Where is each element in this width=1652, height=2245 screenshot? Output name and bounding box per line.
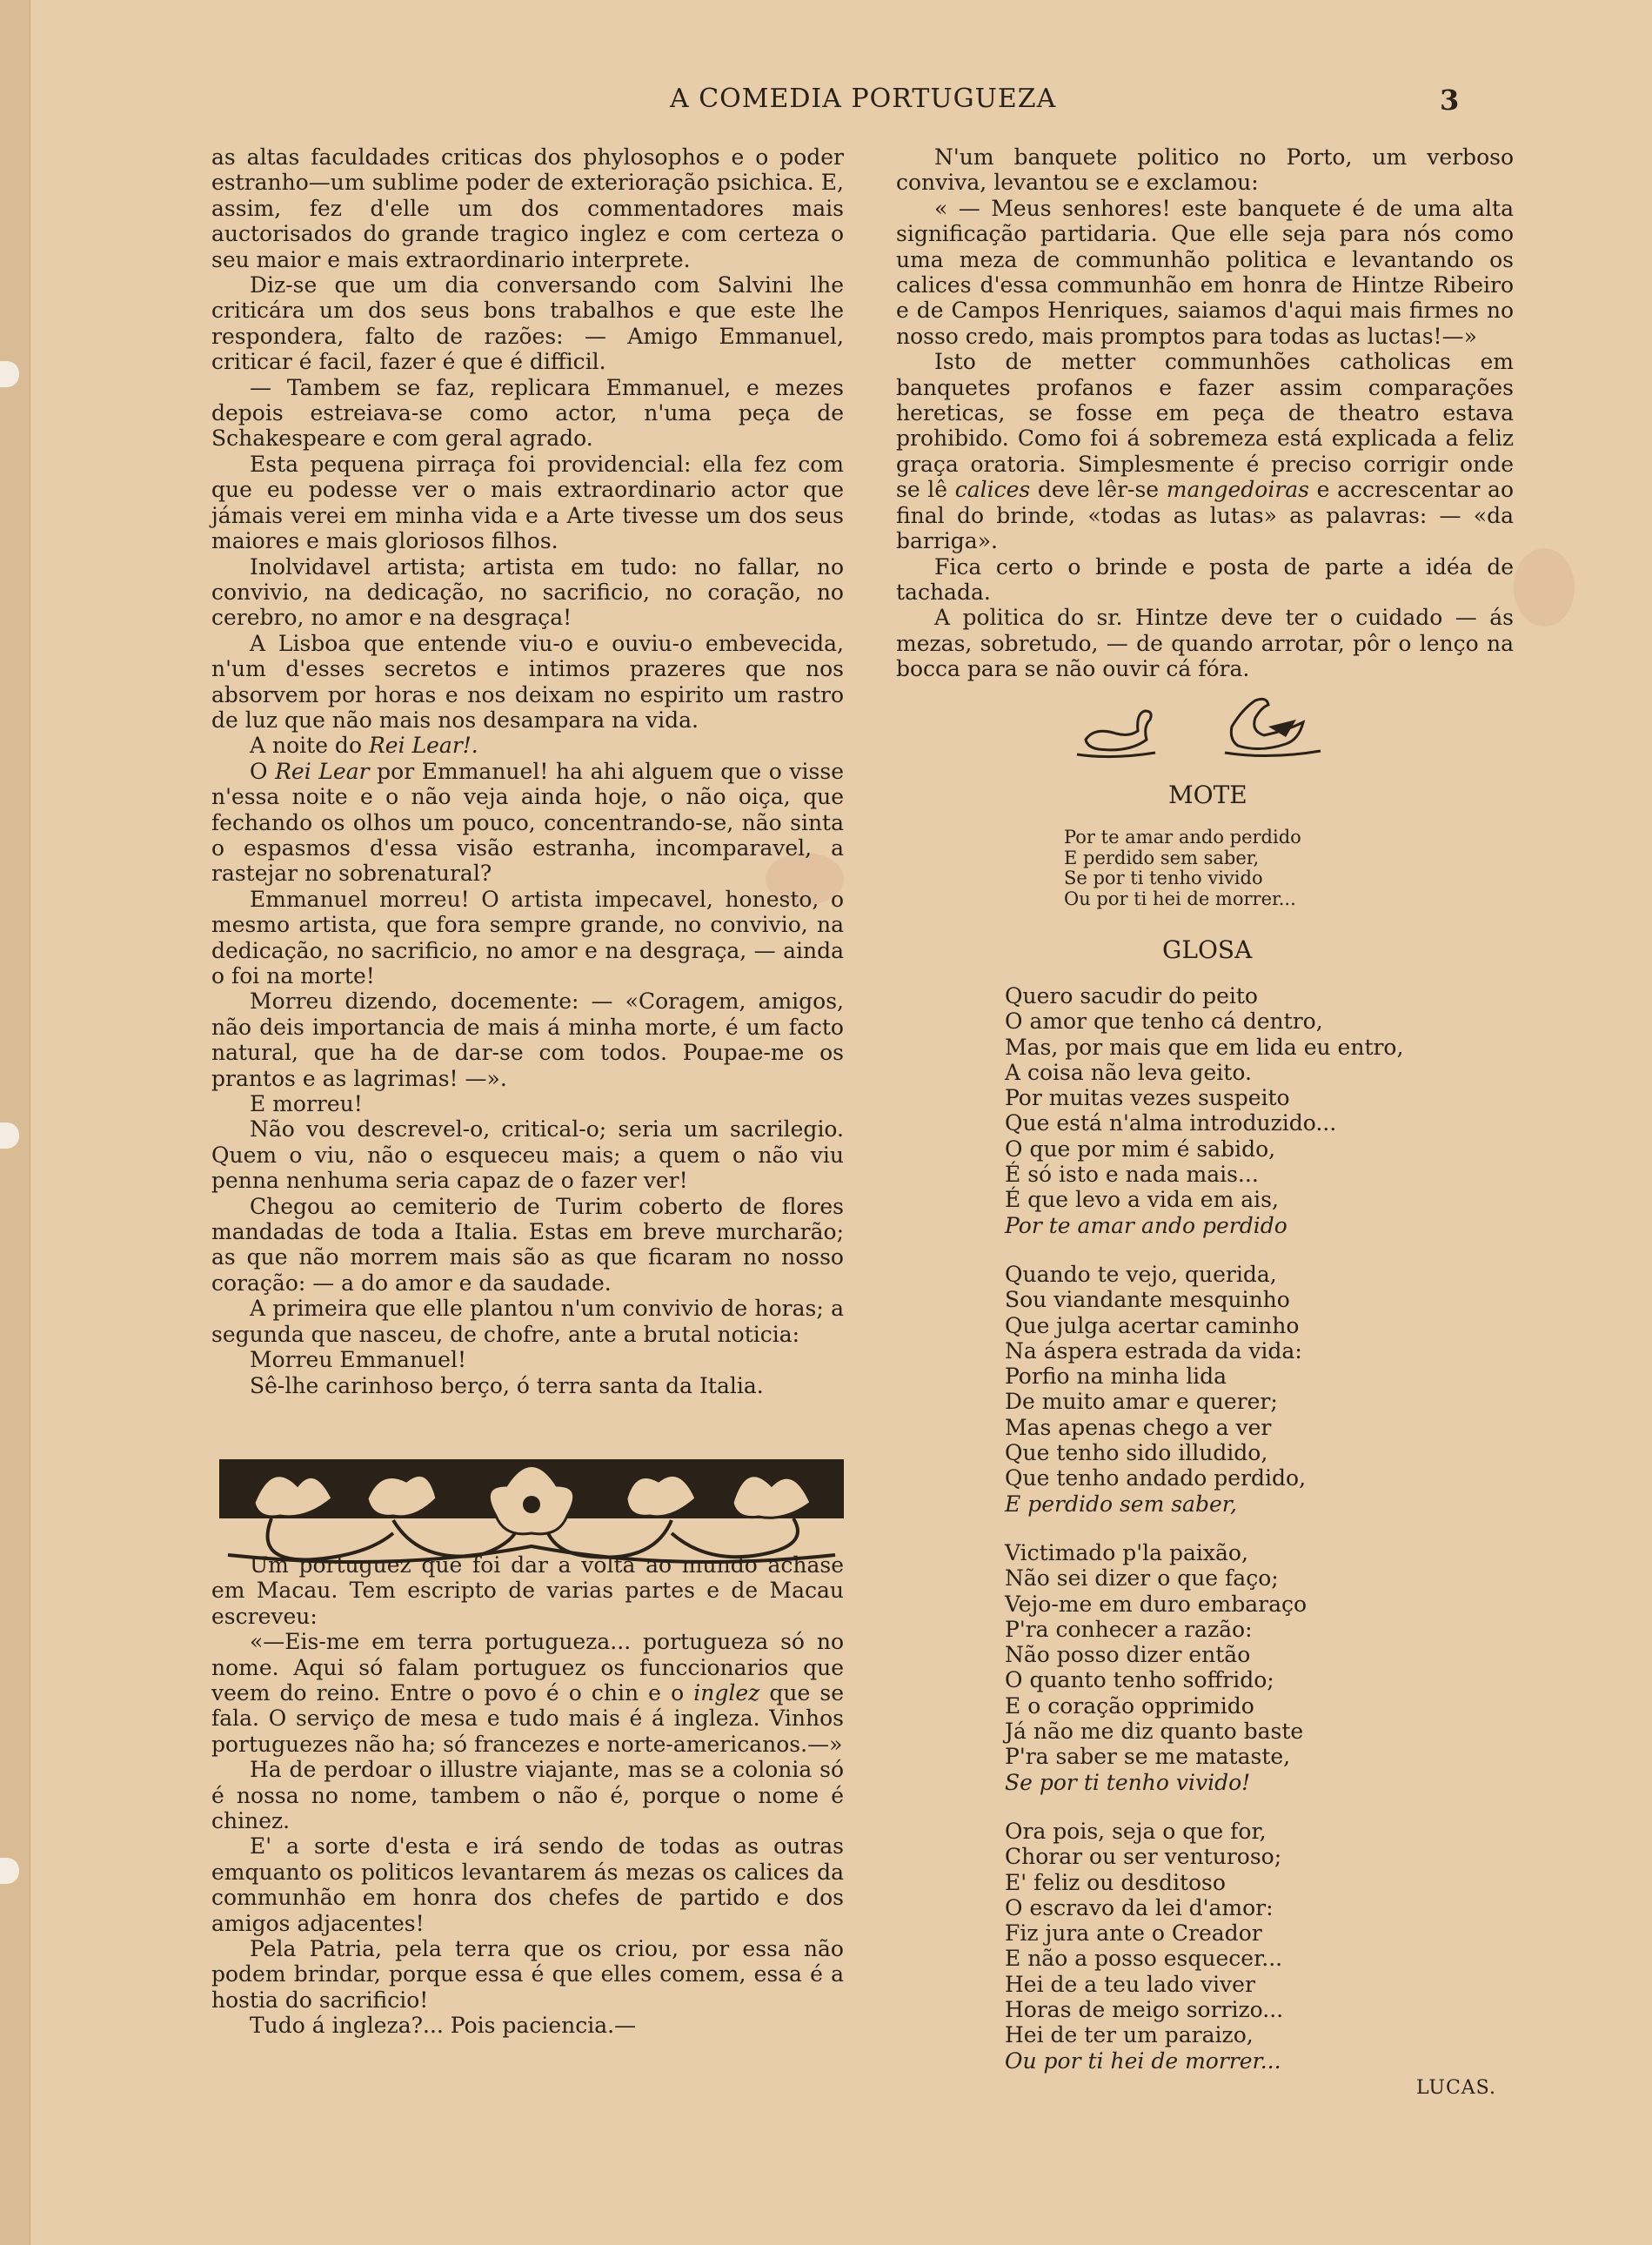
article-paragraph: Pela Patria, pela terra que os criou, por essa não podem brindar, porque essa é que elles comem, essa é a hostia do sacrificio! [211, 1936, 844, 2013]
verse-line: P'ra conhecer a razão: [1005, 1616, 1253, 1642]
verse-line: Que tenho sido illudido, [1005, 1440, 1268, 1466]
floral-ornament [219, 1451, 844, 1581]
page-header [0, 84, 1652, 122]
author-signature: LUCAS. [1416, 2077, 1496, 2099]
verse-line: E' feliz ou desditoso [1005, 1869, 1226, 1895]
article-paragraph: Inolvidavel artista; artista em tudo: no fallar, no convivio, na dedicação, no sacrificio, no coração, no cerebro, no amor e na desgraça! [211, 553, 844, 631]
verse-line: E não a posso esquecer... [1005, 1946, 1283, 1972]
verse-line: Quando te vejo, querida, [1005, 1262, 1277, 1287]
article-paragraph: as altas faculdades criticas dos phylosophos e o poder estranho—um sublime poder de exterioração psichica. E, assim, fez d'elle um dos commentadores mais auctorisados do grande tragico inglez e com certeza o seu maior e mais extraordinario interprete. [211, 144, 844, 272]
quoted-paragraph [211, 1629, 844, 1757]
text-run: por Emmanuel! ha ahi alguem que o visse n'essa noite e o não veja ainda hoje, o não oiça, que fechando os olhos um pouco, concentrando-se, não sinta o espasmos d'essa visão estranha, incomparavel, a rastejar no sobrenatural? [211, 758, 844, 887]
verse-line: E o coração opprimido [1005, 1692, 1254, 1719]
verse-line: De muito amar e querer; [1005, 1389, 1278, 1415]
verse-line: É só isto e nada mais... [1005, 1162, 1259, 1188]
text-run: O [250, 758, 276, 784]
swans-illustration [1068, 692, 1347, 761]
text-run: que se fala. O serviço de mesa e tudo mais é á ingleza. Vinhos portuguezes não ha; só francezes e norte-americanos.—» [211, 1679, 844, 1757]
verse-line: Na áspera estrada da vida: [1005, 1337, 1302, 1364]
verse-line: Ou por ti hei de morrer... [1064, 888, 1296, 909]
verse-line: Vejo-me em duro embaraço [1005, 1591, 1308, 1617]
verse-line: Não sei dizer o que faço; [1005, 1565, 1279, 1592]
verse-line: Hei de ter um paraizo, [1005, 2022, 1254, 2048]
article-paragraph: Um portuguez que foi dar a volta ao mundo achase em Macau. Tem escripto de varias partes e de Macau escreveu: [211, 1551, 844, 1629]
article-paragraph: E' a sorte d'esta e irá sendo de todas as outras emquanto os politicos levantarem ás mezas os calices da communhão em honra dos chefes de partido e dos amigos adjacentes! [211, 1833, 844, 1936]
article-paragraph: E morreu! [250, 1091, 363, 1117]
glosa-stanza-4 [1005, 1819, 1283, 2074]
article-paragraph: N'um banquete politico no Porto, um verboso conviva, levantou se e exclamou: [896, 144, 1514, 196]
article-paragraph: Morreu Emmanuel! [250, 1347, 466, 1373]
verse-line: O quanto tenho soffrido; [1005, 1667, 1274, 1693]
mote-verses [1064, 828, 1301, 909]
article-paragraph: Chegou ao cemiterio de Turim coberto de flores mandadas de toda a Italia. Estas em breve murcharão; as que não morrem mais são as que ficaram no nosso coração: — a do amor e da saudade. [211, 1193, 844, 1296]
verse-line: Mas, por mais que em lida eu entro, [1005, 1034, 1404, 1060]
publication-title: A COMEDIA PORTUGUEZA [670, 84, 1057, 114]
paper-stain [1514, 548, 1575, 627]
article-paragraph: Esta pequena pirraça foi providencial: ella fez com que eu podesse ver o mais extraordinario actor que jámais verei em minha vida e a Arte tivesse um dos seus maiores e mais gloriosos filhos. [211, 451, 844, 554]
right-column [896, 144, 1514, 682]
verse-line: O que por mim é sabido, [1005, 1136, 1276, 1162]
verse-line: Que julga acertar caminho [1005, 1312, 1300, 1338]
verse-line: Horas de meigo sorrizo... [1005, 1997, 1284, 2023]
play-title: Rei Lear [275, 758, 370, 784]
text-run: A noite do [250, 733, 369, 759]
article-paragraph: Diz-se que um dia conversando com Salvini lhe criticára um dos seus bons trabalhos e que este lhe respondera, falto de razões: — Amigo Emmanuel, criticar é facil, fazer é que é difficil. [211, 272, 844, 375]
verse-line: Por muitas vezes suspeito [1005, 1085, 1290, 1111]
verse-line: O amor que tenho cá dentro, [1005, 1009, 1323, 1035]
text-run: e accrescentar ao final do brinde, «todas as lutas» as palavras: — «da barriga». [896, 477, 1515, 554]
left-column [211, 144, 844, 2039]
verse-line: Que tenho andado perdido, [1005, 1465, 1307, 1491]
verse-refrain: Por te amar ando perdido [1005, 1212, 1287, 1238]
verse-line: É que levo a vida em ais, [1005, 1187, 1279, 1213]
verse-refrain: Ou por ti hei de morrer... [1005, 2047, 1281, 2074]
article-paragraph: — Tambem se faz, replicara Emmanuel, e mezes depois estreiava-se como actor, n'uma peça de Schakespeare e com geral agrado. [211, 374, 844, 452]
article-paragraph: Fica certo o brinde e posta de parte a idéa de tachada. [896, 553, 1514, 605]
verse-line: Quero sacudir do peito [1005, 983, 1258, 1009]
verse-line: Hei de a teu lado viver [1005, 1971, 1255, 1997]
article-paragraph [211, 759, 844, 887]
verse-line: Fiz jura ante o Creador [1005, 1920, 1262, 1947]
verse-line: Não posso dizer então [1005, 1642, 1251, 1668]
verse-refrain: Se por ti tenho vivido! [1005, 1769, 1251, 1795]
verse-line: O escravo da lei d'amor: [1005, 1894, 1274, 1920]
verse-line: P'ra saber se me mataste, [1005, 1744, 1291, 1770]
article-paragraph: Morreu dizendo, docemente: — «Coragem, amigos, não deis importancia de mais á minha morte, é um facto natural, que ha de dar-se com todos. Poupae-me os prantos e as lagrimas! —». [211, 988, 844, 1091]
verse-line: Sou viandante mesquinho [1005, 1287, 1290, 1313]
verse-refrain: E perdido sem saber, [1005, 1491, 1237, 1517]
text-run: Isto de metter communhões catholicas em banquetes profanos e fazer assim comparações hereticas, se fosse em peça de theatro estava prohibido. Como foi á sobremeza está explicada a feliz graça oratoria. Simplesmente é preciso corrigir onde se lê [896, 349, 1514, 503]
text-run: «—Eis-me em terra portugueza... portugueza só no nome. Aqui só falam portuguez os funccionarios que veem do reino. Entre o povo é o chin e o [211, 1629, 844, 1706]
italic-word: mangedoiras [1166, 477, 1310, 503]
verse-line: Chorar ou ser venturoso; [1005, 1844, 1282, 1870]
article-paragraph: Tudo á ingleza?... Pois paciencia.— [250, 2013, 637, 2039]
article-paragraph [896, 349, 1514, 553]
glosa-stanza-2 [1005, 1262, 1306, 1517]
glosa-stanza-1 [1005, 983, 1403, 1238]
mote-title: MOTE [1168, 781, 1247, 809]
verse-line: Que está n'alma introduzido... [1005, 1110, 1337, 1136]
verse-line: Se por ti tenho vivido [1064, 868, 1263, 888]
article-paragraph: Não vou descrevel-o, critical-o; seria um sacrilegio. Quem o viu, não o esqueceu mais; a quem o não viu penna nenhuma seria capaz de o fazer ver! [211, 1116, 844, 1194]
text-run: deve lêr-se [1030, 477, 1167, 503]
verse-line: Por te amar ando perdido [1064, 827, 1301, 848]
article-paragraph: A primeira que elle plantou n'um convivio de horas; a segunda que nasceu, de chofre, ante a brutal noticia: [211, 1296, 844, 1347]
verse-line: Victimado p'la paixão, [1005, 1540, 1248, 1565]
italic-word: calices [954, 477, 1031, 503]
italic-word: inglez [693, 1679, 760, 1706]
verse-line: Já não me diz quanto baste [1005, 1719, 1304, 1745]
article-paragraph: A politica do sr. Hintze deve ter o cuidado — ás mezas, sobretudo, — de quando arrotar, pôr o lenço na bocca para se não ouvir cá fóra. [896, 605, 1514, 682]
glosa-title: GLOSA [1162, 935, 1253, 964]
quoted-paragraph: « — Meus senhores! este banquete é de uma alta significação partidaria. Que elle seja para nós como uma meza de communhão politica e levantando os calices d'essa communhão em honra de Hintze Ribeiro e de Campos Henriques, saiamos d'aqui mais firmes no nosso credo, mais promptos para todas as luctas!—» [896, 195, 1514, 349]
verse-line: Mas apenas chego a ver [1005, 1414, 1272, 1440]
verse-line: Ora pois, seja o que for, [1005, 1819, 1267, 1844]
article-paragraph: Emmanuel morreu! O artista impecavel, honesto, o mesmo artista, que fora sempre grande, no convivio, na dedicação, no sacrificio, no amor e na desgraça, — ainda o foi na morte! [211, 886, 844, 988]
play-title: Rei Lear!. [368, 733, 478, 759]
article-paragraph: A Lisboa que entende viu-o e ouviu-o embevecida, n'um d'esses secretos e intimos prazeres que nos absorvem por horas e nos deixam no espirito um rastro de luz que não mais nos desampara na vida. [211, 630, 844, 733]
page-number: 3 [1440, 84, 1460, 117]
verse-line: A coisa não leva geito. [1005, 1059, 1252, 1085]
article-paragraph: Ha de perdoar o illustre viajante, mas se a colonia só é nossa no nome, tambem o não é, porque o nome é chinez. [211, 1757, 844, 1833]
glosa-stanza-3 [1005, 1540, 1307, 1795]
verse-line: E perdido sem saber, [1064, 847, 1260, 868]
verse-line: Porfio na minha lida [1005, 1364, 1227, 1390]
article-paragraph: Sê-lhe carinhoso berço, ó terra santa da Italia. [250, 1372, 764, 1398]
article-paragraph [211, 733, 844, 758]
